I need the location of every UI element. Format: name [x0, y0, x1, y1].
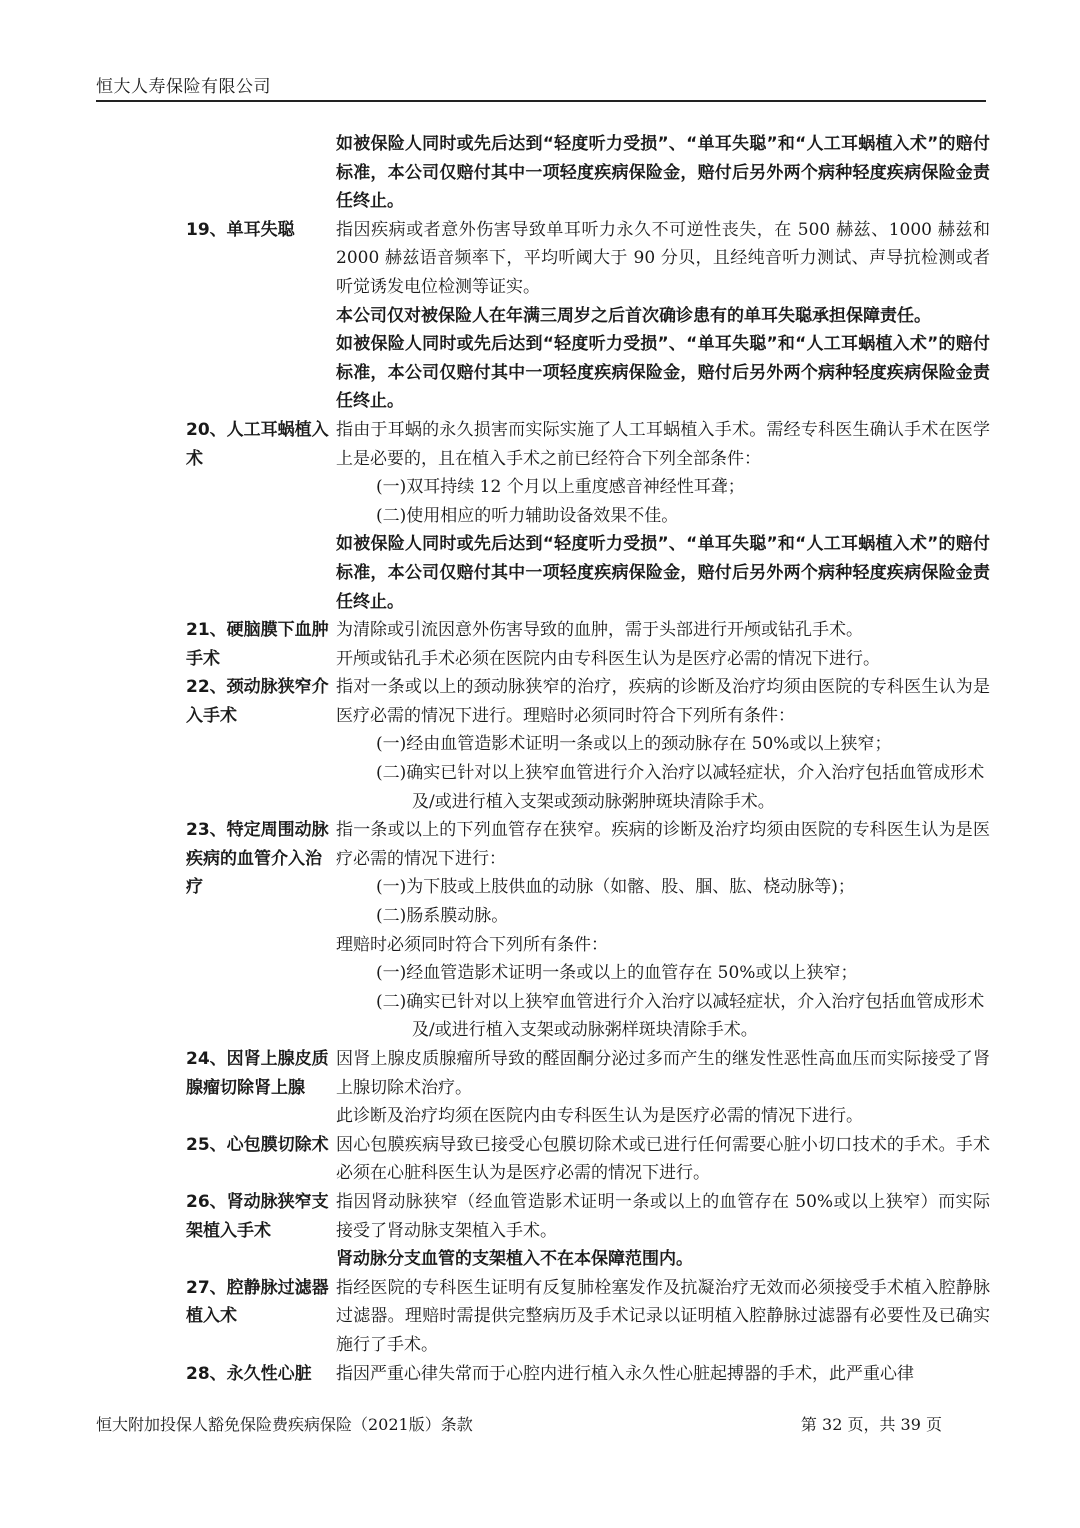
- clause-26: [186, 1188, 990, 1274]
- condition-item: (一)为下肢或上肢供血的动脉（如髂、股、腘、肱、桡动脉等)；: [376, 877, 855, 898]
- clause-label: 27、腔静脉过滤器植入术: [186, 1277, 329, 1327]
- clause-text: 因心包膜疾病导致已接受心包膜切除术或已进行任何需要心脏小切口技术的手术。手术必须在心脏科医生认为是医疗必需的情况下进行。: [336, 1134, 990, 1184]
- clause-text: 指经医院的专科医生证明有反复肺栓塞发作及抗凝治疗无效而必须接受手术植入腔静脉过滤器。理赔时需提供完整病历及手术记录以证明植入腔静脉过滤器有必要性及已确实施行了手术。: [336, 1277, 990, 1355]
- clause-22: [186, 673, 990, 816]
- clause-label: 26、肾动脉狭窄支架植入手术: [186, 1191, 329, 1241]
- running-header-company: 恒大人寿保险有限公司: [96, 77, 271, 97]
- condition-item: (二)确实已针对以上狭窄血管进行介入治疗以减轻症状，介入治疗包括血管成形术及/或进行植入支架或动脉粥样斑块清除手术。: [376, 991, 985, 1041]
- running-footer: [96, 1412, 942, 1435]
- condition-item: (二)使用相应的听力辅助设备效果不佳。: [376, 505, 679, 526]
- clause-text: 此诊断及治疗均须在医院内由专科医生认为是医疗必需的情况下进行。: [336, 1106, 863, 1127]
- clause-text: 肾动脉分支血管的支架植入不在本保障范围内。: [336, 1249, 693, 1270]
- intro-clause: [186, 130, 990, 216]
- footer-page-info: 第 32 页，共 39 页: [800, 1415, 942, 1434]
- clause-text: 如被保险人同时或先后达到“轻度听力受损”、“单耳失聪”和“人工耳蜗植入术”的赔付标准，本公司仅赔付其中一项轻度疾病保险金，赔付后另外两个病种轻度疾病保险金责任终止。: [336, 334, 990, 412]
- clause-label: 20、人工耳蜗植入术: [186, 419, 329, 469]
- clause-20: [186, 416, 990, 616]
- clause-text: 如被保险人同时或先后达到“轻度听力受损”、“单耳失聪”和“人工耳蜗植入术”的赔付标准，本公司仅赔付其中一项轻度疾病保险金，赔付后另外两个病种轻度疾病保险金责任终止。: [336, 134, 990, 212]
- condition-item: (一)双耳持续 12 个月以上重度感音神经性耳聋；: [376, 477, 745, 498]
- footer-doc-title: 恒大附加投保人豁免保险费疾病保险（2021版）条款: [96, 1415, 473, 1434]
- clause-label: 19、单耳失聪: [186, 219, 295, 240]
- clause-text: 为清除或引流因意外伤害导致的血肿，需于头部进行开颅或钻孔手术。: [336, 620, 863, 641]
- clause-label: 23、特定周围动脉疾病的血管介入治疗: [186, 820, 329, 898]
- condition-item: (一)经由血管造影术证明一条或以上的颈动脉存在 50%或以上狭窄；: [376, 734, 892, 755]
- clause-text: 指对一条或以上的颈动脉狭窄的治疗，疾病的诊断及治疗均须由医院的专科医生认为是医疗必需的情况下进行。理赔时必须同时符合下列所有条件：: [336, 677, 990, 726]
- condition-item: (二)肠系膜动脉。: [376, 906, 509, 927]
- clause-24: [186, 1045, 990, 1131]
- clause-text: 指一条或以上的下列血管存在狭窄。疾病的诊断及治疗均须由医院的专科医生认为是医疗必需的情况下进行：: [336, 820, 990, 869]
- clause-text: 因肾上腺皮质腺瘤所导致的醛固酮分泌过多而产生的继发性恶性高血压而实际接受了肾上腺切除术治疗。: [336, 1049, 990, 1098]
- clause-label: 24、因肾上腺皮质腺瘤切除肾上腺: [186, 1049, 329, 1098]
- clause-27: [186, 1274, 990, 1360]
- clause-text: 如被保险人同时或先后达到“轻度听力受损”、“单耳失聪”和“人工耳蜗植入术”的赔付标准，本公司仅赔付其中一项轻度疾病保险金，赔付后另外两个病种轻度疾病保险金责任终止。: [336, 534, 990, 612]
- clause-label: 21、硬脑膜下血肿手术: [186, 620, 329, 669]
- document-body: [186, 130, 990, 1388]
- clause-text: 理赔时必须同时符合下列所有条件：: [336, 934, 608, 955]
- condition-item: (一)经血管造影术证明一条或以上的血管存在 50%或以上狭窄；: [376, 963, 858, 984]
- clause-23: [186, 816, 990, 1045]
- clause-25: [186, 1131, 990, 1188]
- clause-19: [186, 216, 990, 416]
- clause-text: 开颅或钻孔手术必须在医院内由专科医生认为是医疗必需的情况下进行。: [336, 648, 880, 669]
- clause-text: 指因严重心律失常而于心腔内进行植入永久性心脏起搏器的手术，此严重心律: [336, 1363, 914, 1384]
- header-rule: [96, 100, 986, 102]
- clause-label: 28、永久性心脏: [186, 1363, 312, 1384]
- clause-text: 指因疾病或者意外伤害导致单耳听力永久不可逆性丧失，在 500 赫兹、1000 赫兹和 2000 赫兹语音频率下，平均听阈大于 90 分贝，且经纯音听力测试、声导抗检测或者听觉诱发电位检测等证实。: [336, 219, 990, 297]
- condition-item: (二)确实已针对以上狭窄血管进行介入治疗以减轻症状，介入治疗包括血管成形术及/或进行植入支架或颈动脉粥肿斑块清除手术。: [376, 763, 985, 812]
- clause-text: 指因肾动脉狭窄（经血管造影术证明一条或以上的血管存在 50%或以上狭窄）而实际接受了肾动脉支架植入手术。: [336, 1191, 990, 1241]
- clause-text: 指由于耳蜗的永久损害而实际实施了人工耳蜗植入手术。需经专科医生确认手术在医学上是必要的，且在植入手术之前已经符合下列全部条件：: [336, 419, 990, 469]
- clause-28: [186, 1360, 990, 1389]
- clause-label: 22、颈动脉狭窄介入手术: [186, 677, 329, 726]
- clause-21: [186, 616, 990, 673]
- clause-text: 本公司仅对被保险人在年满三周岁之后首次确诊患有的单耳失聪承担保障责任。: [336, 305, 931, 326]
- clause-label: 25、心包膜切除术: [186, 1134, 329, 1155]
